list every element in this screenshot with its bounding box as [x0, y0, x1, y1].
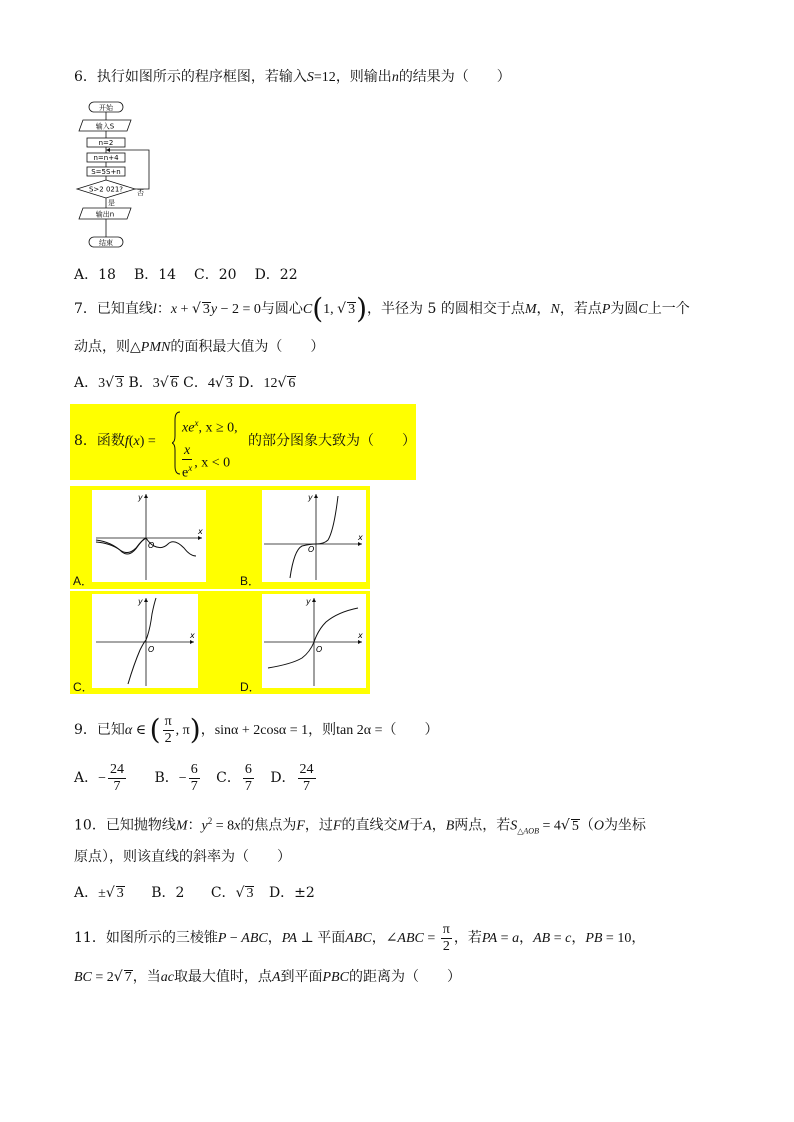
- q10-stem-line1: 10．已知抛物线M：$y^2 = 8x$的焦点为F，过F的直线交M于A，B两点，若$S_{\triangle AOB} = 4√$ 5（O为坐标: [74, 816, 646, 836]
- svg-text:O: O: [316, 645, 323, 654]
- q6-option-a[interactable]: A．18: [74, 267, 116, 283]
- q9-option-b[interactable]: B．− $\frac{6}{7}$: [154, 761, 198, 794]
- svg-text:x: x: [198, 527, 203, 536]
- flow-input: 输入S: [95, 122, 115, 131]
- svg-text:y: y: [138, 597, 143, 606]
- q7-option-d[interactable]: D．12√ 6: [238, 375, 296, 391]
- q10-option-c[interactable]: C．√ 3: [210, 885, 254, 901]
- q6-option-c[interactable]: C．20: [194, 267, 237, 283]
- q9-option-c[interactable]: C． $\frac{6}{7}$: [216, 761, 252, 794]
- svg-text:x: x: [358, 631, 363, 640]
- q7-option-b[interactable]: B．3√ 6: [128, 375, 178, 391]
- q11-stem-line2: BC = 2√ 7，当ac取最大值时，点A到平面PBC的距离为（ ）: [74, 969, 461, 985]
- q11-stem-line1: 11．如图所示的三棱锥P − ABC，PA ⊥ 平面ABC，∠ABC = $\frac{\pi}{2}$ ，若PA = a，AB = c，PB = 10，: [74, 921, 646, 954]
- svg-text:x: x: [358, 533, 363, 542]
- q8-stem: 8．函数f(x) =: [74, 433, 156, 449]
- svg-text:y: y: [138, 493, 143, 502]
- flow-step2: S=5S+n: [91, 168, 121, 176]
- svg-text:y: y: [306, 597, 311, 606]
- graph-b-label: B．: [240, 574, 261, 588]
- graph-d[interactable]: [262, 594, 366, 688]
- q10-option-a[interactable]: A．±√ 3: [74, 885, 124, 901]
- flow-start: 开始: [99, 104, 113, 112]
- graph-b[interactable]: [262, 490, 366, 582]
- q7-option-c[interactable]: C．4√ 3: [183, 375, 233, 391]
- q7-stem-line2: 动点，则△PMN的面积最大值为（ ）: [74, 339, 325, 355]
- q7-options: [74, 374, 296, 393]
- flow-init: n=2: [98, 139, 114, 147]
- q9-option-d[interactable]: D． $\frac{24}{7}$: [270, 761, 314, 794]
- svg-text:y: y: [308, 493, 313, 502]
- q9-option-a[interactable]: A．− $\frac{24}{7}$: [74, 761, 125, 794]
- q6-flowchart: [73, 100, 163, 250]
- graph-c[interactable]: [92, 594, 198, 688]
- q8-case1: $xe^x$, x ≥ 0,: [182, 418, 238, 436]
- graph-a[interactable]: [92, 490, 206, 582]
- graph-c-label: C．: [73, 680, 94, 694]
- svg-text:O: O: [308, 545, 315, 554]
- flow-output: 输出n: [95, 210, 115, 219]
- graph-a-label: A．: [73, 574, 94, 588]
- q9-stem: 9．已知α ∈ ( $\frac{\pi}{2}$ , π)，sinα + 2cosα = 1，则tan 2α =（ ）: [74, 713, 439, 746]
- q10-option-d[interactable]: D．±2: [268, 885, 315, 901]
- flow-step1: n=n+4: [93, 154, 119, 162]
- q8-case2: $\frac{x}{e^x}$ , x < 0: [182, 443, 231, 481]
- q6-options: [74, 266, 316, 284]
- q6-stem: 6．执行如图所示的程序框图，若输入S=12，则输出n的结果为（ ）: [74, 69, 511, 85]
- q10-stem-line2: 原点），则该直线的斜率为（ ）: [74, 849, 291, 865]
- q10-option-b[interactable]: B．2: [151, 885, 185, 901]
- flow-cond: S>2 021?: [88, 185, 124, 194]
- q6-option-b[interactable]: B．14: [133, 267, 177, 283]
- flow-yes: 是: [108, 199, 115, 207]
- q8-suffix: 的部分图象大致为（ ）: [248, 433, 416, 449]
- svg-text:x: x: [190, 631, 195, 640]
- q10-options: [74, 884, 315, 903]
- svg-text:O: O: [148, 645, 155, 654]
- q6-option-d[interactable]: D．22: [254, 267, 298, 283]
- svg-text:O: O: [148, 541, 155, 550]
- q7-stem-line1: 7．已知直线l：x + √ 3y − 2 = 0与圆心C(1, √ 3)，半径为 5 的圆相交于点M，N，若点P为圆C上一个: [74, 292, 690, 325]
- graph-d-label: D．: [240, 680, 261, 694]
- q7-option-a[interactable]: A．3√ 3: [74, 375, 124, 391]
- flow-no: 否: [137, 189, 144, 197]
- q9-options: [74, 760, 318, 797]
- flow-end: 结束: [99, 239, 113, 247]
